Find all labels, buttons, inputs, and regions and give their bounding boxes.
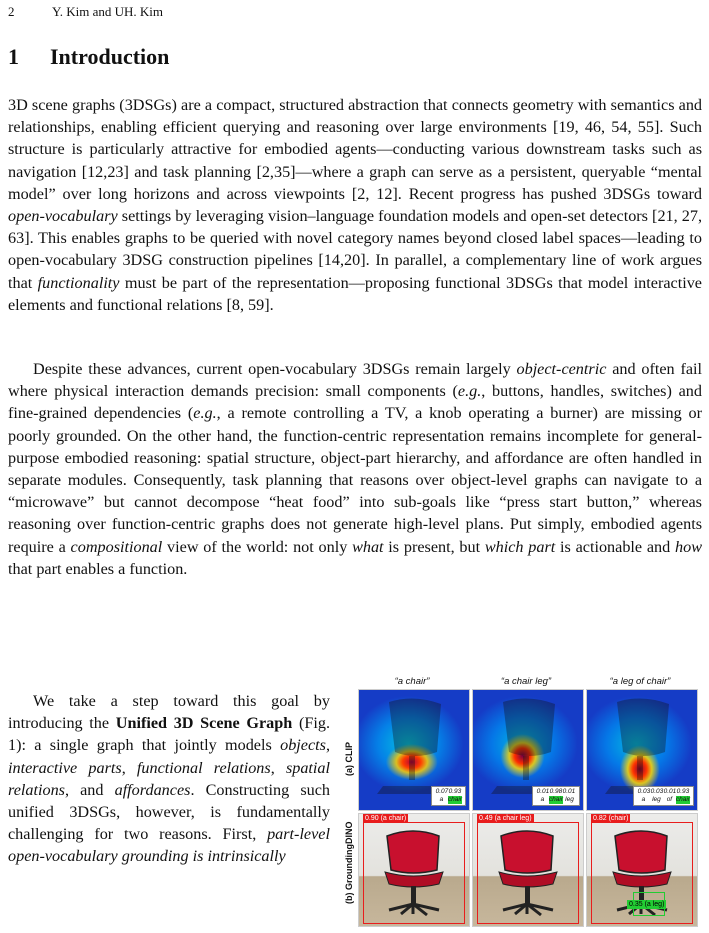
- detection-label-2: 0.49 (a chair leg): [479, 815, 532, 822]
- paragraph-2: [8, 358, 702, 580]
- figure-column-title-2: “a chair leg”: [500, 676, 552, 687]
- p2-text-i: view of the world: not only: [162, 537, 353, 556]
- p1-text-a: 3D scene graphs (3DSGs) are a compact, structured abstraction that connects geometry with semantics and relationships, enabling efficient querying and reasoning over large environments [19, 46, 54, 55]. Such structure is particularly attractive for embodied agents—conducting various downstream tasks such as navigation [12,23] and task planning [2,35]—where a graph can serve as a persistent, queryable “mental model” over long horizons and across viewpoints [2, 12]. Recent progress has pushed 3DSGs toward: [8, 96, 702, 203]
- p3-em-affordances: affordances: [114, 780, 191, 799]
- figure-row-label-groundingdino: (b) GroundingDINO: [344, 821, 354, 904]
- score-value: 0.98: [549, 788, 563, 795]
- running-header: [8, 4, 163, 20]
- leg-detection-label: 0.35 (a leg): [629, 901, 665, 908]
- p2-em-how: how: [675, 537, 703, 556]
- paragraph-3: [8, 690, 330, 868]
- p3-em-spatial-relations: spatial relations: [8, 758, 331, 799]
- clip-heatmap-a-chair: [358, 689, 470, 811]
- detection-box: [477, 822, 579, 924]
- figure-1: [342, 676, 702, 926]
- token-word-highlight: chair: [675, 796, 690, 803]
- p3-text-i: ,: [270, 758, 286, 777]
- p3-text-c: (Fig. 1): a single graph that jointly models: [8, 714, 330, 755]
- p3-text-e: ,: [325, 736, 330, 755]
- author-line: Y. Kim and UH. Kim: [52, 4, 163, 19]
- p2-text-c: and often fail where physical interaction demands precision: small components (: [8, 360, 703, 401]
- score-value: 0.01: [663, 788, 677, 795]
- paragraph-1: [8, 94, 702, 316]
- score-value: 0.03: [637, 788, 651, 795]
- p3-text-g: ,: [121, 758, 137, 777]
- figure-row-label-clip: (a) CLIP: [344, 741, 354, 776]
- section-heading: [8, 44, 169, 70]
- token-word: leg: [652, 796, 661, 803]
- p2-em-compositional: compositional: [70, 537, 163, 556]
- token-word: leg: [565, 796, 574, 803]
- p1-text-c: settings by leveraging vision–language foundation models and open-set detectors [21, 27, 63]. This enables graphs to be queried with novel category names beyond closed label spaces—leading to open-vocabulary 3DSG construction pipelines [14,20]. In parallel, a complementary line of work argues that: [8, 207, 702, 292]
- p2-text-m: is actionable and: [555, 537, 676, 556]
- p2-em-what: what: [352, 537, 384, 556]
- p2-em-eg-1: e.g.: [457, 382, 482, 401]
- p1-em-functionality: functionality: [37, 273, 120, 292]
- p2-em-eg-2: e.g.: [193, 404, 217, 423]
- p1-em-open-vocabulary: open-vocabulary: [8, 207, 118, 226]
- p3-text-k: , and: [64, 780, 115, 799]
- p2-text-g: , a remote controlling a TV, a knob operating a burner) are missing or poorly grounded. On the other hand, the function-centric representation remains incomplete for general-purpose embodied reasoning: spatial structure, object-part hierarchy, and affordance are often handled in separate modules. Consequently, task planning that reasons over object-level graphs can navigate to a “microwave” but cannot decompose “heat food” into sub-goals like “press start button,” whereas reasoning over function-centric graphs does not generate high-level plans. Put simply, embodied agents require a: [8, 404, 702, 556]
- page-number: 2: [8, 4, 15, 19]
- section-number: 1: [8, 44, 19, 69]
- score-value: 0.07: [435, 788, 449, 795]
- p2-text-a: Despite these advances, current open-vocabulary 3DSGs remain largely: [33, 360, 517, 378]
- p3-em-interactive-parts: interactive parts: [8, 758, 122, 777]
- token-word-highlight: chair: [548, 796, 563, 803]
- score-value: 0.01: [562, 788, 576, 795]
- token-word: a: [439, 796, 444, 803]
- clip-heatmap-a-leg-of-chair: [586, 689, 698, 811]
- section-title: Introduction: [50, 44, 170, 69]
- p3-text-m: . Constructing such unified 3DSGs, however, is fundamentally challenging for two reasons. First,: [8, 780, 330, 844]
- detection-label-1: 0.90 (a chair): [365, 815, 407, 822]
- p3-text-a: We take a step toward this goal by introducing the: [8, 692, 330, 733]
- clip-heatmap-a-chair-leg: [472, 689, 584, 811]
- p3-em-objects: objects: [280, 736, 326, 755]
- p2-text-e: , buttons, handles, switches) and fine-grained dependencies (: [8, 382, 702, 423]
- token-word: a: [540, 796, 545, 803]
- score-value: 0.93: [676, 788, 690, 795]
- p1-text-e: must be part of the representation—proposing functional 3DSGs that model interactive elements and functional relations [8, 59].: [8, 273, 702, 314]
- token-word-highlight: chair: [447, 796, 462, 803]
- clip-score-box-3: [633, 786, 694, 806]
- p2-text-k: is present, but: [383, 537, 485, 556]
- figure-column-title-1: “a chair”: [394, 676, 430, 687]
- p2-em-which-part: which part: [484, 537, 556, 556]
- figure-column-title-3: “a leg of chair”: [609, 676, 671, 687]
- detection-box: [363, 822, 465, 924]
- score-value: 0.93: [448, 788, 462, 795]
- p2-em-object-centric: object-centric: [516, 360, 607, 378]
- gdino-photo-a-chair: [358, 813, 470, 927]
- p3-em-part-level: part-level open-vocabulary grounding is intrinsically: [8, 825, 330, 866]
- score-value: 0.01: [536, 788, 550, 795]
- p3-em-functional-relations: functional relations: [136, 758, 271, 777]
- detection-label-3: 0.82 (chair): [593, 815, 629, 822]
- token-word: a: [641, 796, 646, 803]
- clip-score-box-2: [532, 786, 580, 806]
- token-word: of: [666, 796, 673, 803]
- p3-bold-unified-3dsg: Unified 3D Scene Graph: [115, 714, 293, 733]
- clip-score-box-1: [431, 786, 466, 806]
- gdino-photo-a-leg-of-chair: [586, 813, 698, 927]
- p2-text-o: that part enables a function.: [8, 559, 188, 578]
- gdino-photo-a-chair-leg: [472, 813, 584, 927]
- score-value: 0.03: [650, 788, 664, 795]
